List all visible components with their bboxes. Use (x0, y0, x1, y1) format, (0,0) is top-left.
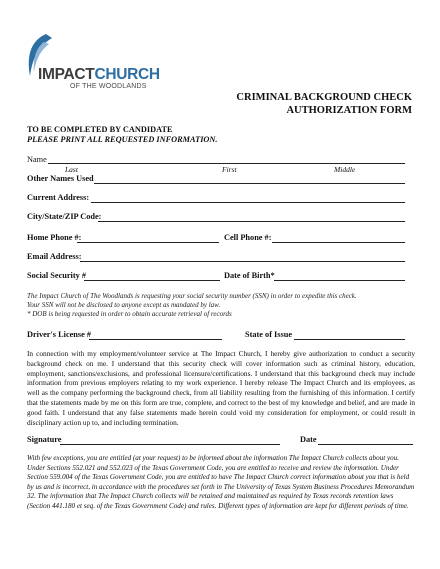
middle-sublabel: Middle (334, 165, 356, 174)
email-input[interactable] (80, 261, 405, 262)
home-phone-input[interactable] (77, 242, 219, 243)
drivers-license-label: Driver's License # (27, 330, 92, 339)
first-sublabel: First (222, 165, 237, 174)
ssn-label: Social Security # (27, 271, 86, 280)
current-address-input[interactable] (91, 202, 405, 203)
other-names-label: Other Names Used (27, 174, 94, 183)
form-title-line1: CRIMINAL BACKGROUND CHECK (236, 92, 412, 103)
name-label: Name (27, 155, 47, 164)
drivers-license-input[interactable] (89, 339, 222, 340)
city-state-zip-input[interactable] (98, 221, 405, 222)
authorization-text: In connection with my employment/volunteer service at The Impact Church, I hereby give authorization to conduct a security background check on me. I understand that this security check will cover information such as criminal history, education, employment, sanctions/exclusions, and professional licensure/certifications. I understand that this background check may include information from previous employers relating to my work experience. I hereby release The Impact Church and its employees, as well as the company performing the background check, from all liability resulting from the furnishing of this information. I certify that the statements made by me on this form are true, complete, and correct to the best of my knowledge and belief, and are made in good faith. I understand that any false statements made herein could void my consideration for employment, or could result in disciplinary action up to, and including termination. (27, 349, 415, 427)
state-of-issue-label: State of Issue (245, 330, 293, 339)
cell-phone-label: Cell Phone #: (224, 233, 272, 242)
date-label: Date (300, 435, 317, 444)
dob-label: Date of Birth* (224, 271, 275, 280)
cell-phone-input[interactable] (272, 242, 405, 243)
date-input[interactable] (318, 444, 413, 445)
form-title-line2: AUTHORIZATION FORM (286, 105, 412, 116)
email-label: Email Address: (27, 252, 82, 261)
ssn-note-line1: The Impact Church of The Woodlands is requesting your social security number (SSN) in order to expedite this check. (27, 292, 357, 300)
signature-input[interactable] (60, 444, 280, 445)
name-input[interactable] (48, 163, 405, 164)
dob-note: * DOB is being requested in order to obtain accurate retrieval of records (27, 310, 232, 318)
current-address-label: Current Address: (27, 193, 90, 202)
privacy-rights-text: With few exceptions, you are entitled (at your request) to be informed about the information The Impact Church collects about you. Under Sections 552.021 and 552.023 of the Texas Government Code, you are entitled to receive and review the information. Under Section 559.004 of the Texas Government Code, you are entitled to have The Impact Church correct information about you that is held by us and is incorrect, in accordance with the procedures set forth in The University of Texas System Business Procedures Memorandum 32. The information that The Impact Church collects will be retained and maintained as required by Texas records retention laws (Section 441.180 et seq. of the Texas Government Code) and rules. Different types of information are kept for different periods of time. (27, 454, 415, 510)
instructions-heading: TO BE COMPLETED BY CANDIDATE (27, 125, 173, 134)
state-of-issue-input[interactable] (294, 339, 405, 340)
ssn-note-line2: Your SSN will not be disclosed to anyone except as mandated by law. (27, 301, 221, 309)
other-names-input[interactable] (94, 183, 405, 184)
church-logo (22, 32, 160, 92)
logo-subtitle: OF THE WOODLANDS (70, 83, 147, 90)
home-phone-label: Home Phone #: (27, 233, 82, 242)
city-state-zip-label: City/State/ZIP Code: (27, 212, 102, 221)
signature-label: Signature (27, 435, 62, 444)
instructions-subheading: PLEASE PRINT ALL REQUESTED INFORMATION. (27, 135, 218, 144)
last-sublabel: Last (65, 165, 78, 174)
logo-wordmark: IMPACTCHURCH (38, 66, 160, 83)
ssn-input[interactable] (84, 280, 220, 281)
dob-input[interactable] (274, 280, 405, 281)
